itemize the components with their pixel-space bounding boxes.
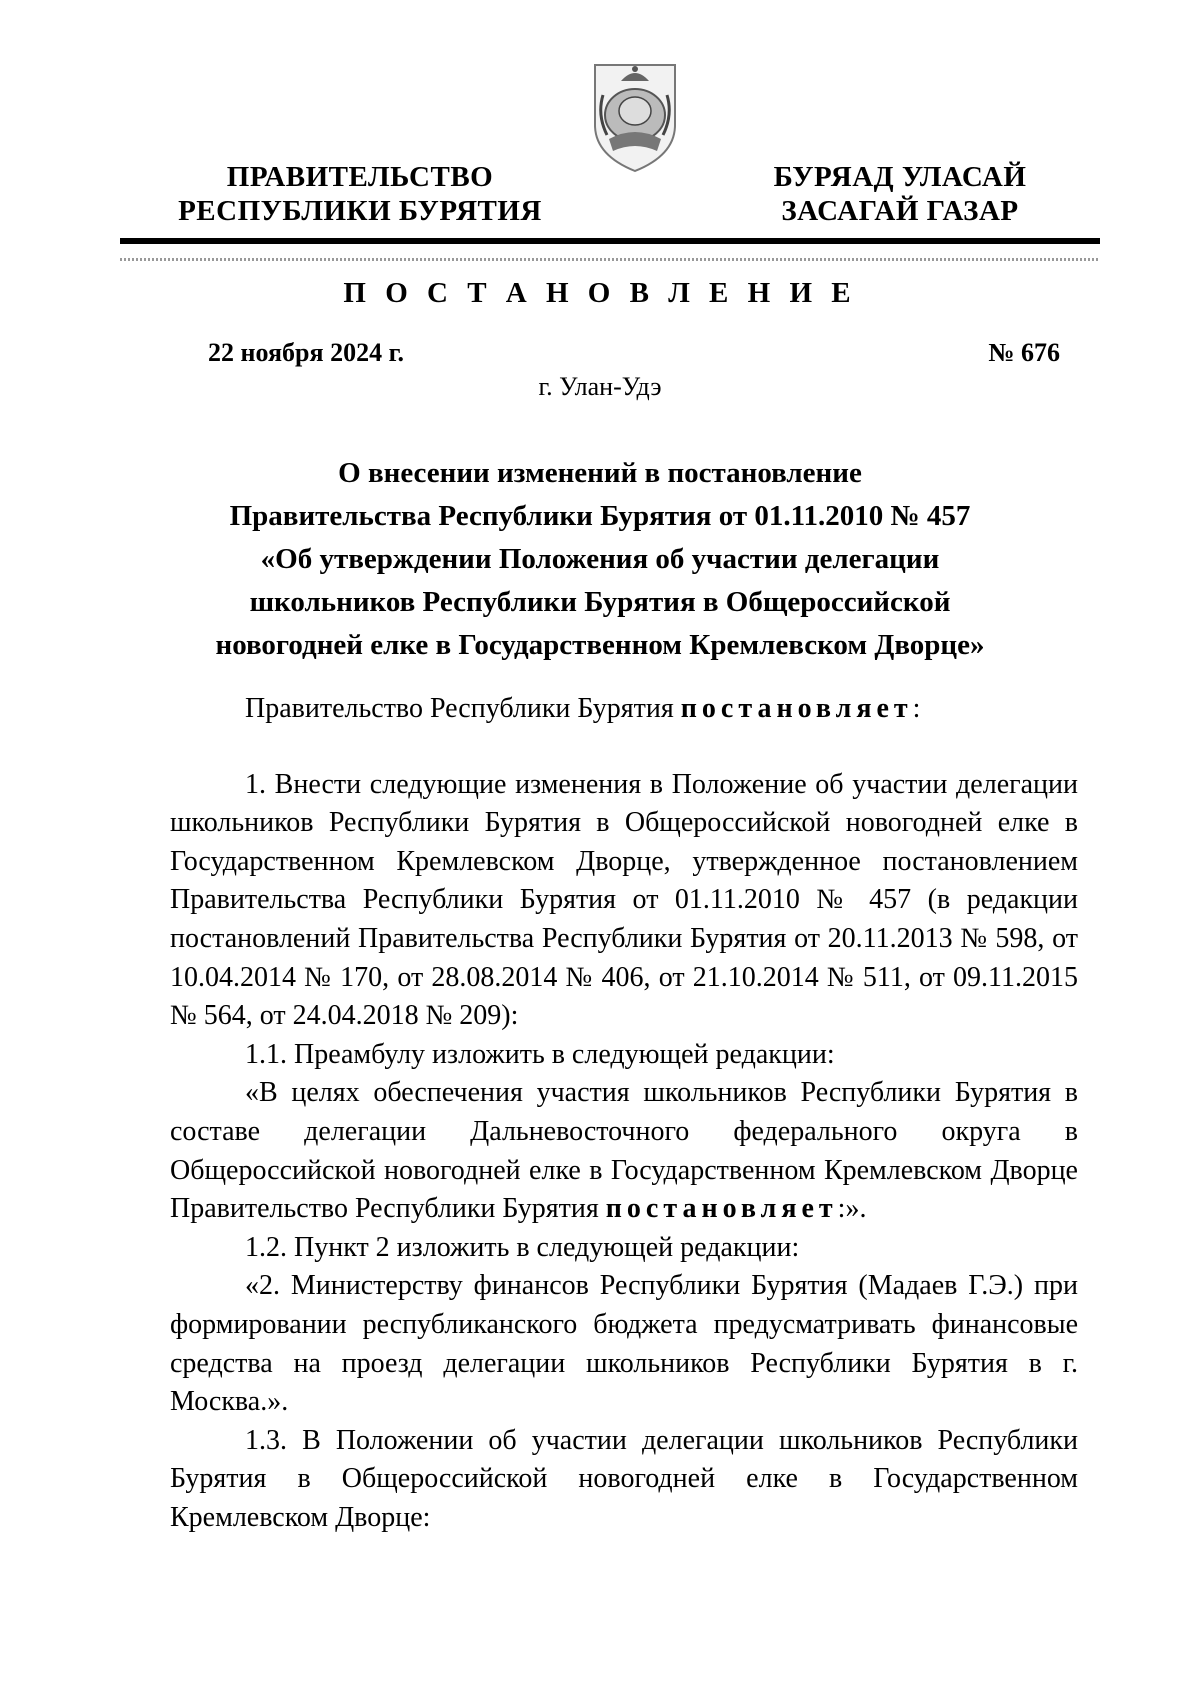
title-line: школьников Республики Бурятия в Общероссийской [249,586,951,618]
decree-word: постановляет [605,1193,838,1225]
document-number: № 676 [988,338,1060,367]
paragraph-1: 1. Внести следующие изменения в Положение об участии делегации школьников Республики Бурятия в Общероссийской новогодней елке в Государственном Кремлевском Дворце, утвержденное постановлением Правительства Республики Бурятия от 01.11.2010 № 457 (в редакции постановлений Правительства Республики Бурятия от 20.11.2013 № 598, от 10.04.2014 № 170, от 28.08.2014 № 406, от 21.10.2014 № 511, от 09.11.2015 № 564, от 24.04.2018 № 209): [170,768,1078,1032]
coat-of-arms-icon [587,55,683,175]
header-divider-thick [120,238,1100,244]
paragraph-1-1: 1.1. Преамбулу изложить в следующей редакции: [245,1038,835,1070]
document-type: П О С Т А Н О В Л Е Н И Е [343,277,857,309]
paragraph-1-2-quote: «2. Министерству финансов Республики Бурятия (Мадаев Г.Э.) при формировании республиканского бюджета предусматривать финансовые средства на проезд делегации школьников Республики Бурятия в г. Москва.». [170,1270,1078,1418]
quote-text: «В целях обеспечения участия школьников Республики Бурятия в составе делегации Дальневосточного федерального округа в Общероссийской новогодней елке в Государственном Кремлевском Дворце Правительство Республики Бурятия [170,1077,1078,1225]
paragraph-1-1-quote [170,1074,1078,1228]
document-body [170,690,1078,1537]
document-date: 22 ноября 2024 г. [208,338,404,367]
intro-colon: : [912,693,921,724]
paragraph-1-2: 1.2. Пункт 2 изложить в следующей редакции: [245,1231,800,1263]
title-line: О внесении изменений в постановление [338,457,862,489]
title-line: «Об утверждении Положения об участии делегации [260,543,940,575]
org-name-buryat-line1: БУРЯАД УЛАСАЙ [773,161,1027,193]
document-city: г. Улан-Удэ [538,372,662,401]
paragraph-1-3: 1.3. В Положении об участии делегации школьников Республики Бурятия в Общероссийской новогодней елке в Государственном Кремлевском Дворце: [170,1424,1078,1533]
title-line: новогодней елке в Государственном Кремлевском Дворце» [215,629,985,661]
intro-text: Правительство Республики Бурятия [245,693,681,724]
org-name-buryat [740,160,1060,228]
quote-end: :». [837,1193,867,1225]
decree-word: постановляет [680,693,913,724]
intro-paragraph [170,690,1078,729]
document-title [200,452,1000,667]
org-name-russian-line1: ПРАВИТЕЛЬСТВО [226,161,494,193]
org-name-russian [170,160,550,228]
org-name-russian-line2: РЕСПУБЛИКИ БУРЯТИЯ [178,195,542,227]
org-name-buryat-line2: ЗАСАГАЙ ГАЗАР [781,195,1019,227]
title-line: Правительства Республики Бурятия от 01.11.2010 № 457 [229,500,971,532]
header-divider-thin [120,258,1100,261]
